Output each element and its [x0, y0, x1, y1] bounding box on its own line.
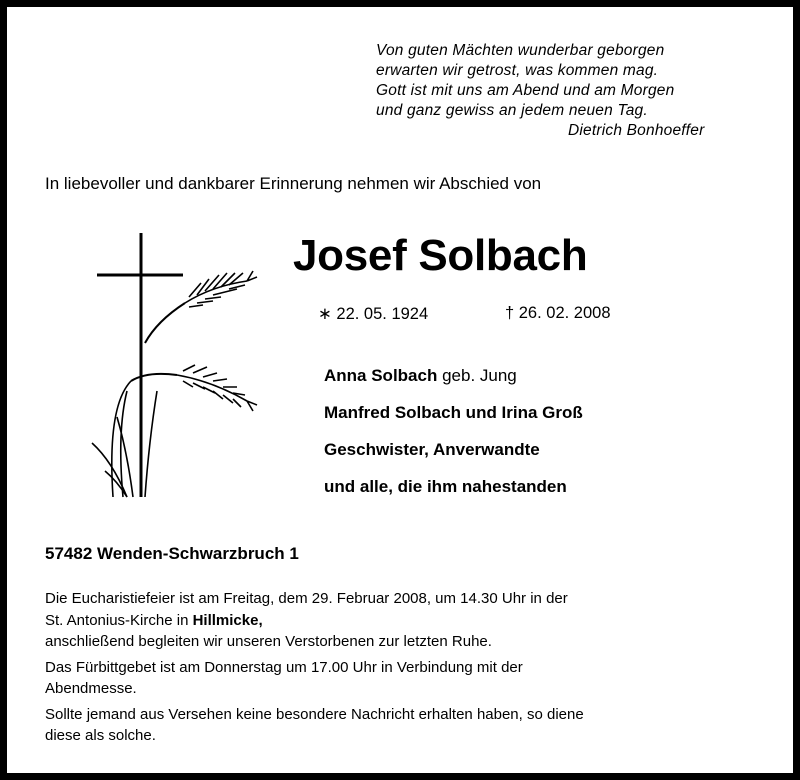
poem-line: und ganz gewiss an jedem neuen Tag.	[376, 102, 648, 119]
survivor-row	[324, 438, 583, 475]
survivor-row	[324, 364, 583, 401]
note-line: anschließend begleiten wir unseren Verstorbenen zur letzten Ruhe.	[45, 633, 492, 650]
prayer-paragraph	[45, 657, 775, 700]
poem-line: erwarten wir getrost, was kommen mag.	[376, 62, 659, 79]
family-address: 57482 Wenden-Schwarzbruch 1	[45, 544, 299, 563]
survivor-row	[324, 401, 583, 438]
note-line: diese als solche.	[45, 727, 156, 744]
survivor-row	[324, 475, 583, 512]
service-notes	[45, 588, 775, 751]
note-line: Abendmesse.	[45, 680, 137, 697]
life-dates	[318, 304, 611, 324]
survivors-list	[324, 364, 583, 512]
birth-date: ∗ 22. 05. 1924	[318, 305, 429, 323]
cross-with-wheat-icon	[87, 231, 262, 503]
survivor-name: und alle, die ihm nahestanden	[324, 477, 567, 496]
notice-paragraph	[45, 704, 775, 747]
note-line: Sollte jemand aus Versehen keine besondere Nachricht erhalten haben, so diene	[45, 705, 584, 723]
survivor-name: Anna Solbach	[324, 366, 438, 385]
bonhoeffer-poem	[376, 41, 756, 141]
note-line: Die Eucharistiefeier ist am Freitag, dem 29. Februar 2008, um 14.30 Uhr in der	[45, 590, 568, 607]
note-line: Das Fürbittgebet ist am Donnerstag um 17.00 Uhr in Verbindung mit der	[45, 658, 523, 676]
mass-paragraph	[45, 588, 775, 653]
poem-line: Von guten Mächten wunderbar geborgen	[376, 42, 665, 59]
note-line-prefix: St. Antonius-Kirche in	[45, 611, 193, 629]
poem-line: Gott ist mit uns am Abend und am Morgen	[376, 82, 675, 99]
survivor-note: geb. Jung	[437, 366, 517, 385]
survivor-name: Geschwister, Anverwandte	[324, 440, 540, 459]
place-name: Hillmicke,	[192, 611, 263, 629]
death-date: † 26. 02. 2008	[505, 304, 611, 322]
survivor-name: Manfred Solbach und Irina Groß	[324, 403, 583, 422]
poem-author: Dietrich Bonhoeffer	[568, 122, 705, 139]
note-line	[45, 610, 775, 632]
intro-text: In liebevoller und dankbarer Erinnerung nehmen wir Abschied von	[45, 174, 542, 193]
deceased-name: Josef Solbach	[293, 231, 588, 280]
